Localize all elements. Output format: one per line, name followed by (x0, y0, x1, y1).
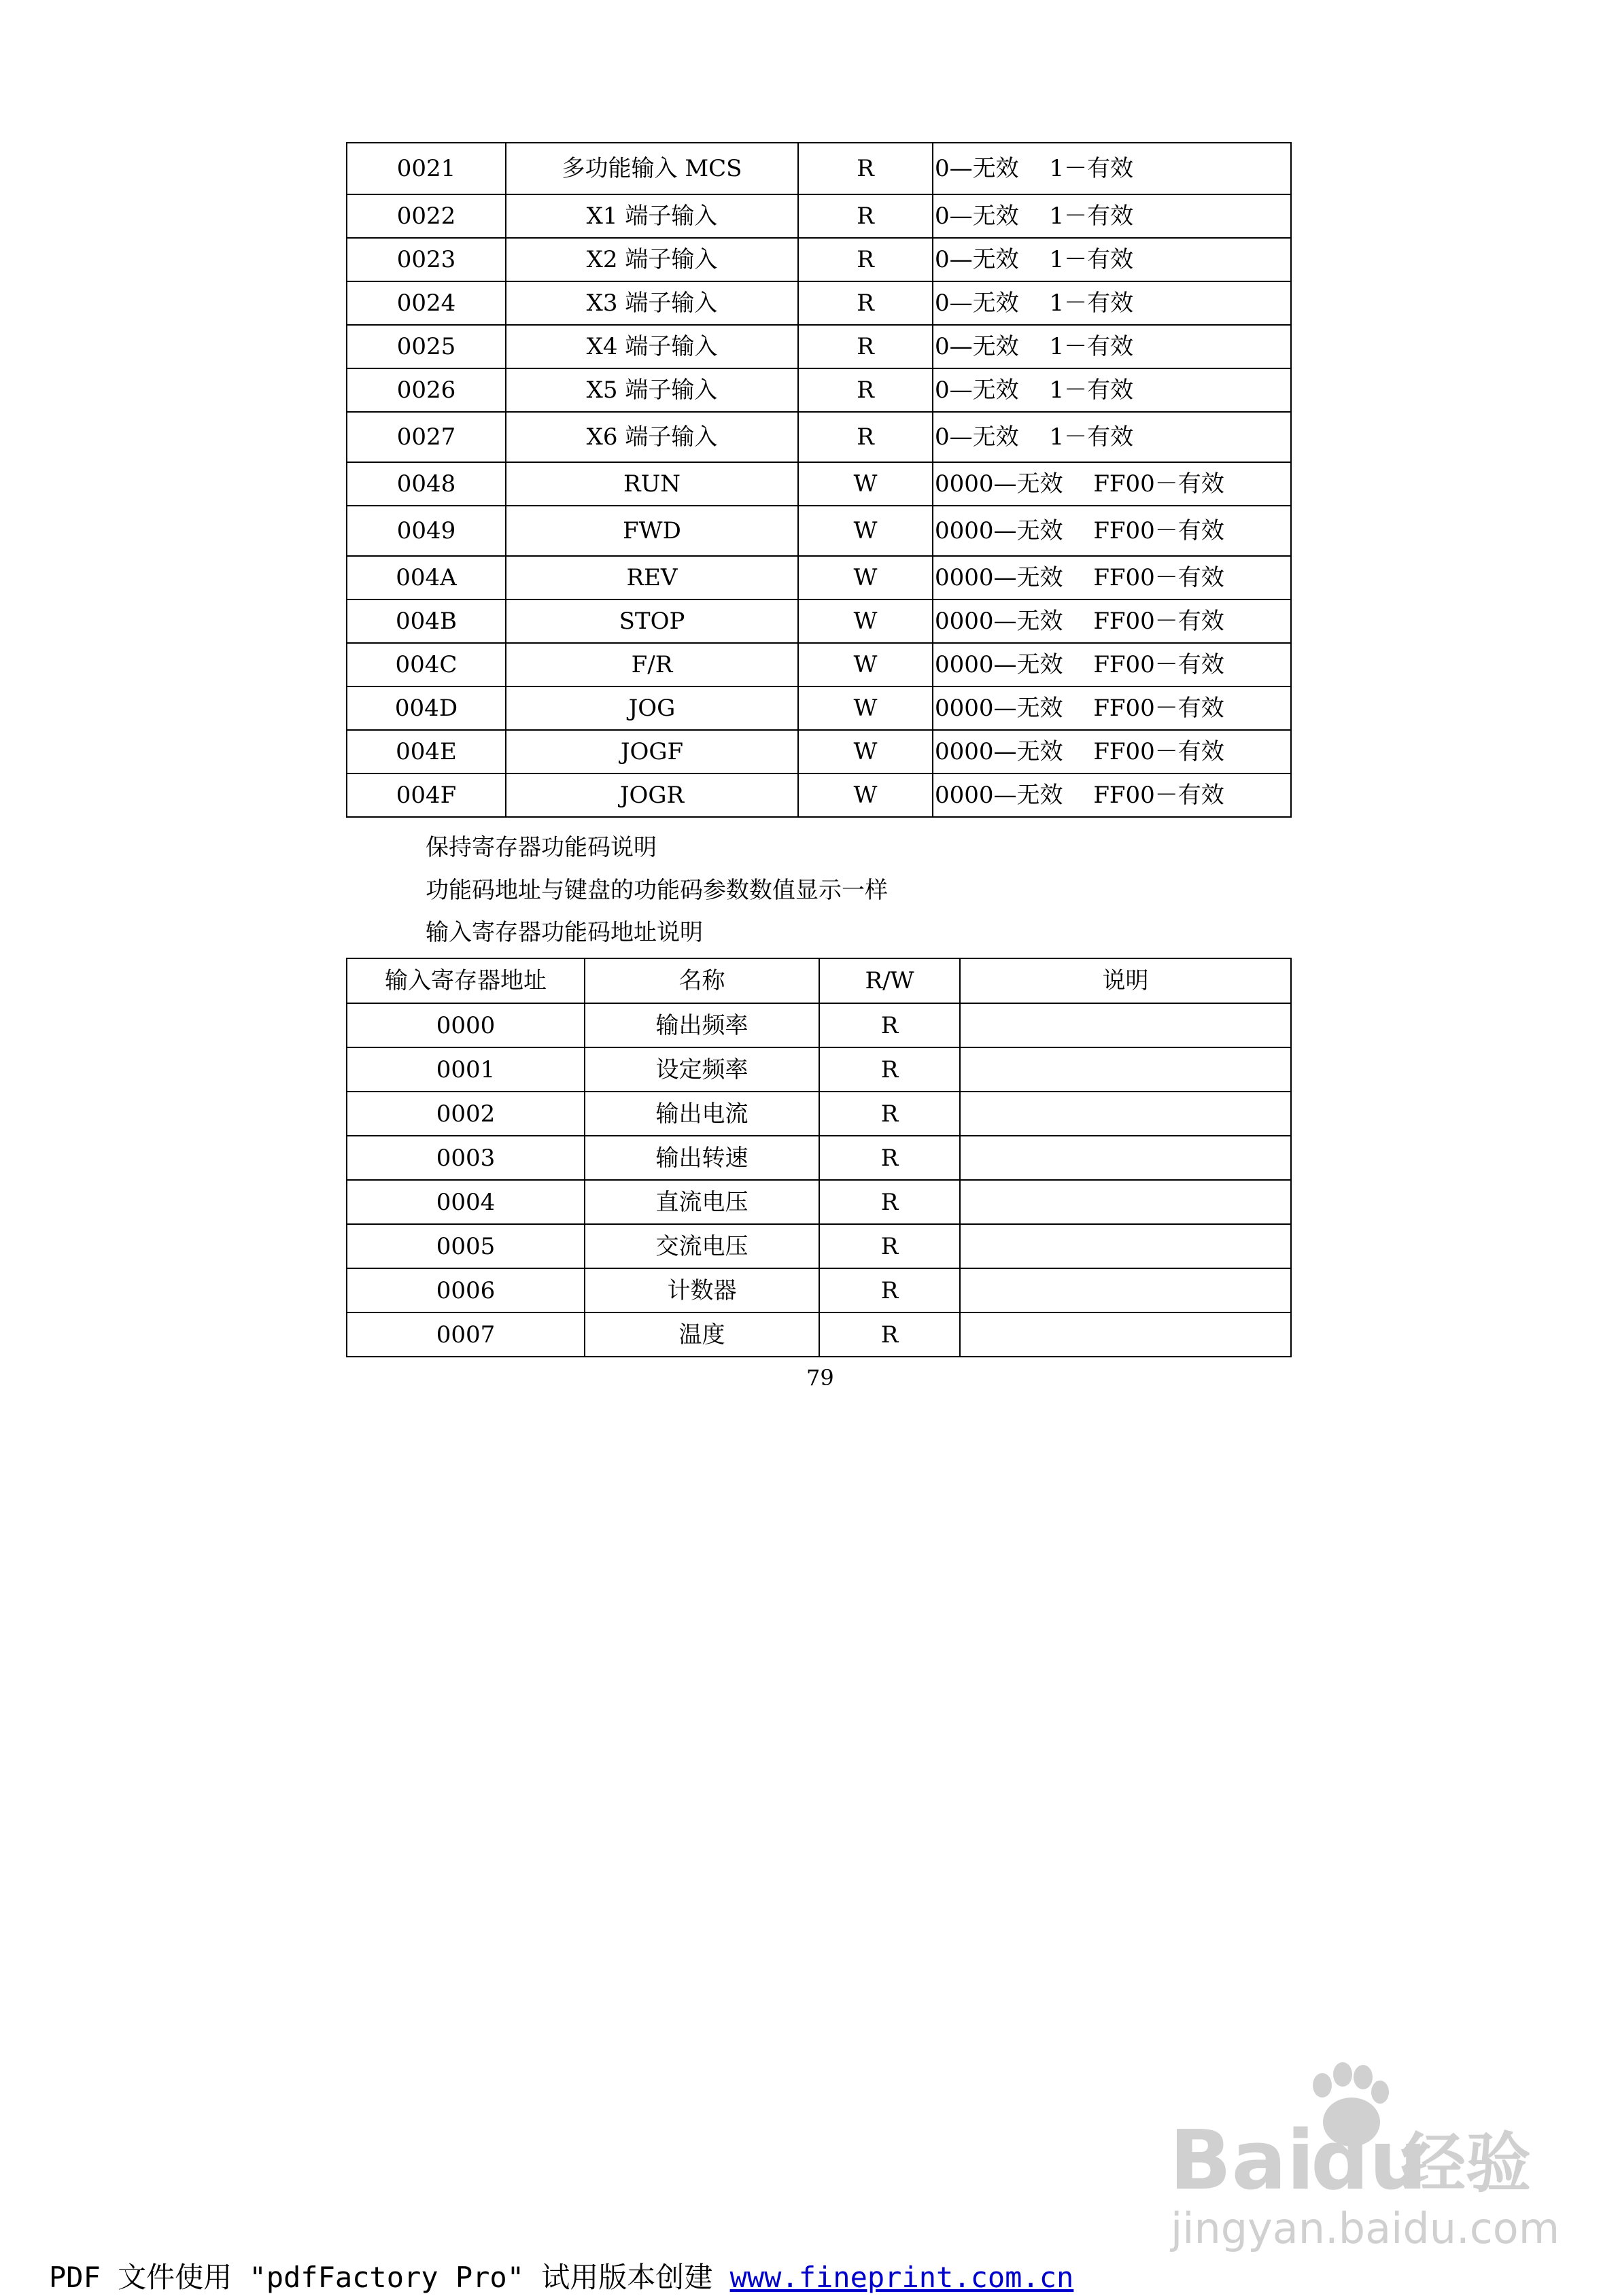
cell-name: 输出电流 (585, 1092, 819, 1136)
cell-rw: R (819, 1047, 960, 1092)
table-row (347, 412, 1291, 462)
cell-rw: R (798, 281, 933, 325)
cell-name: X4 端子输入 (506, 325, 798, 368)
cell-description: 0—无效 1－有效 (933, 194, 1291, 238)
table-row (347, 1136, 1291, 1180)
cell-name: X5 端子输入 (506, 368, 798, 412)
cell-rw: R (798, 412, 933, 462)
cell-rw: R (819, 1180, 960, 1224)
cell-description: 0000—无效 FF00－有效 (933, 773, 1291, 817)
cell-name: 输出转速 (585, 1136, 819, 1180)
table-row (347, 506, 1291, 556)
cell-address: 0027 (347, 412, 506, 462)
cell-name: FWD (506, 506, 798, 556)
cell-address: 0002 (347, 1092, 585, 1136)
cell-address: 0025 (347, 325, 506, 368)
cell-address: 0007 (347, 1312, 585, 1357)
cell-description: 0—无效 1－有效 (933, 238, 1291, 281)
cell-name: STOP (506, 599, 798, 643)
cell-description (960, 1312, 1291, 1357)
cell-address: 0001 (347, 1047, 585, 1092)
cell-description: 0000—无效 FF00－有效 (933, 730, 1291, 773)
cell-address: 0006 (347, 1268, 585, 1312)
table-row (347, 599, 1291, 643)
cell-rw: R (819, 1136, 960, 1180)
table-row (347, 556, 1291, 599)
cell-address: 0024 (347, 281, 506, 325)
cell-description (960, 1003, 1291, 1047)
cell-name: 交流电压 (585, 1224, 819, 1268)
cell-name: X3 端子输入 (506, 281, 798, 325)
cell-name: 输出频率 (585, 1003, 819, 1047)
cell-address: 0004 (347, 1180, 585, 1224)
footer-text: PDF 文件使用 "pdfFactory Pro" 试用版本创建 (49, 2261, 730, 2294)
table-row (347, 1092, 1291, 1136)
coil-status-table (346, 142, 1292, 818)
header-rw: R/W (819, 958, 960, 1003)
cell-rw: R (798, 194, 933, 238)
table-row (347, 773, 1291, 817)
cell-description: 0—无效 1－有效 (933, 281, 1291, 325)
cell-name: 设定频率 (585, 1047, 819, 1092)
cell-description: 0—无效 1－有效 (933, 368, 1291, 412)
table-row (347, 1268, 1291, 1312)
cell-name: X2 端子输入 (506, 238, 798, 281)
cell-rw: R (798, 325, 933, 368)
cell-name: 多功能输入 MCS (506, 143, 798, 194)
page-number: 79 (806, 1365, 834, 1391)
table-row (347, 194, 1291, 238)
table-row (347, 143, 1291, 194)
header-description: 说明 (960, 958, 1291, 1003)
cell-rw: R (819, 1224, 960, 1268)
cell-name: JOGF (506, 730, 798, 773)
cell-rw: W (798, 730, 933, 773)
table-row (347, 462, 1291, 506)
cell-rw: W (798, 686, 933, 730)
table-row (347, 730, 1291, 773)
header-name: 名称 (585, 958, 819, 1003)
footer-link[interactable]: www.fineprint.com.cn (729, 2261, 1074, 2294)
cell-description: 0000—无效 FF00－有效 (933, 556, 1291, 599)
cell-description: 0000—无效 FF00－有效 (933, 686, 1291, 730)
table-row (347, 238, 1291, 281)
table-row (347, 1003, 1291, 1047)
cell-name: 计数器 (585, 1268, 819, 1312)
cell-address: 0048 (347, 462, 506, 506)
table-row (347, 281, 1291, 325)
baidu-jingyan-watermark (1156, 2059, 1564, 2257)
cell-description: 0000—无效 FF00－有效 (933, 462, 1291, 506)
cell-name: F/R (506, 643, 798, 686)
cell-description (960, 1180, 1291, 1224)
cell-address: 0003 (347, 1136, 585, 1180)
watermark-brand: Bai (1169, 2114, 1315, 2208)
cell-description: 0000—无效 FF00－有效 (933, 599, 1291, 643)
table-row (347, 686, 1291, 730)
cell-name: RUN (506, 462, 798, 506)
cell-rw: W (798, 599, 933, 643)
cell-description (960, 1047, 1291, 1092)
holding-register-heading: 保持寄存器功能码说明 (426, 834, 657, 861)
cell-address: 0005 (347, 1224, 585, 1268)
watermark-brand-du: du (1311, 2114, 1428, 2208)
cell-description: 0000—无效 FF00－有效 (933, 506, 1291, 556)
table-row (347, 1180, 1291, 1224)
cell-description (960, 1224, 1291, 1268)
cell-name: REV (506, 556, 798, 599)
watermark-url: jingyan.baidu.com (1171, 2204, 1560, 2253)
cell-description: 0—无效 1－有效 (933, 143, 1291, 194)
cell-address: 004F (347, 773, 506, 817)
cell-rw: R (798, 143, 933, 194)
cell-rw: R (798, 368, 933, 412)
cell-rw: W (798, 556, 933, 599)
table-row (347, 325, 1291, 368)
cell-name: 直流电压 (585, 1180, 819, 1224)
watermark-suffix: 经验 (1400, 2125, 1531, 2202)
input-register-heading: 输入寄存器功能码地址说明 (426, 919, 703, 946)
cell-description (960, 1092, 1291, 1136)
table-row (347, 368, 1291, 412)
pdf-footer (49, 2255, 1073, 2296)
cell-description: 0—无效 1－有效 (933, 325, 1291, 368)
cell-name: X6 端子输入 (506, 412, 798, 462)
cell-rw: W (798, 643, 933, 686)
cell-address: 0023 (347, 238, 506, 281)
cell-description: 0000—无效 FF00－有效 (933, 643, 1291, 686)
cell-address: 0026 (347, 368, 506, 412)
cell-rw: W (798, 506, 933, 556)
cell-address: 004C (347, 643, 506, 686)
cell-description: 0—无效 1－有效 (933, 412, 1291, 462)
cell-rw: R (819, 1268, 960, 1312)
table-row (347, 1224, 1291, 1268)
header-address: 输入寄存器地址 (347, 958, 585, 1003)
cell-address: 0000 (347, 1003, 585, 1047)
cell-rw: W (798, 462, 933, 506)
cell-description (960, 1136, 1291, 1180)
cell-name: X1 端子输入 (506, 194, 798, 238)
table-row (347, 643, 1291, 686)
cell-address: 0022 (347, 194, 506, 238)
cell-rw: W (798, 773, 933, 817)
cell-rw: R (819, 1312, 960, 1357)
cell-rw: R (819, 1092, 960, 1136)
table-header-row (347, 958, 1291, 1003)
cell-name: 温度 (585, 1312, 819, 1357)
table-row (347, 1047, 1291, 1092)
cell-name: JOGR (506, 773, 798, 817)
cell-address: 004D (347, 686, 506, 730)
cell-address: 0021 (347, 143, 506, 194)
cell-address: 0049 (347, 506, 506, 556)
input-register-table (346, 958, 1292, 1357)
table-row (347, 1312, 1291, 1357)
holding-register-note: 功能码地址与键盘的功能码参数数值显示一样 (426, 877, 888, 904)
cell-address: 004A (347, 556, 506, 599)
cell-description (960, 1268, 1291, 1312)
cell-address: 004E (347, 730, 506, 773)
cell-rw: R (819, 1003, 960, 1047)
cell-rw: R (798, 238, 933, 281)
cell-address: 004B (347, 599, 506, 643)
cell-name: JOG (506, 686, 798, 730)
